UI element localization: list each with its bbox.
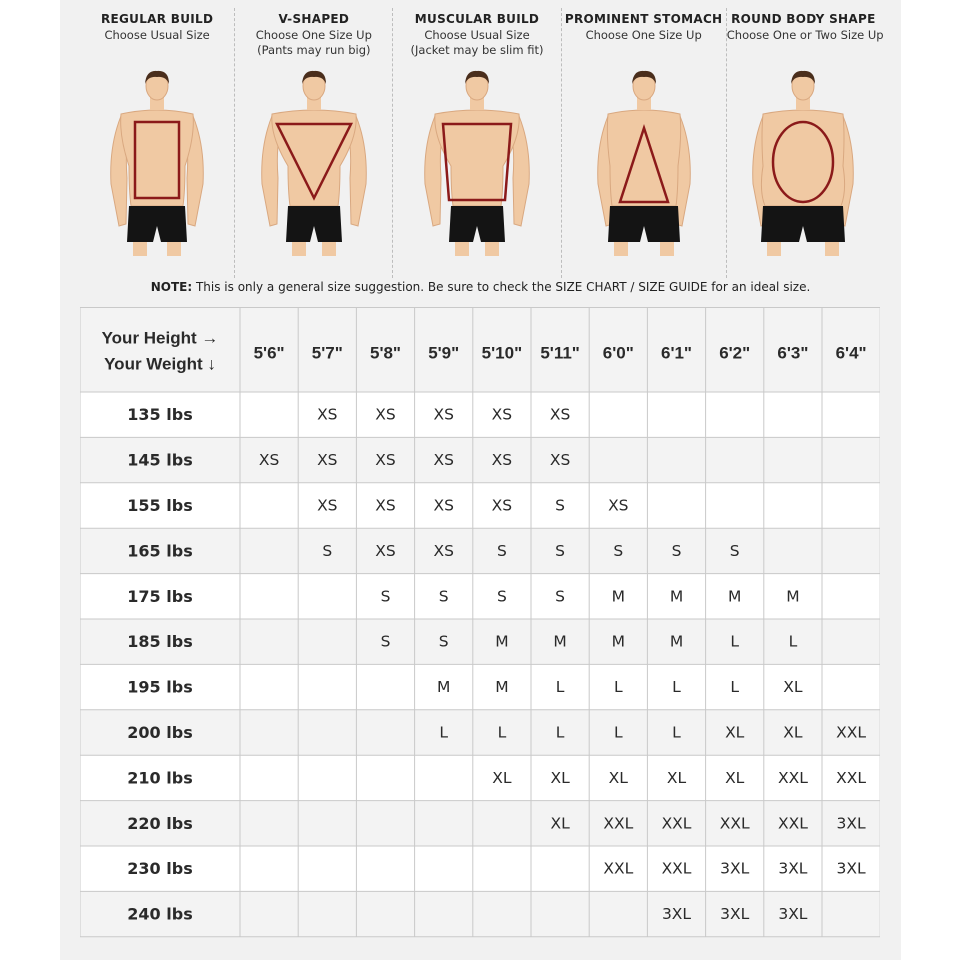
size-cell: XL — [666, 768, 687, 787]
size-cell: L — [613, 723, 623, 742]
body-figure-rectangle — [97, 66, 217, 256]
table-row — [80, 574, 880, 619]
size-cell: L — [730, 678, 740, 697]
size-cell: XL — [725, 768, 745, 787]
body-type-title: MUSCULAR BUILD — [414, 12, 540, 26]
size-cell: XS — [375, 496, 396, 515]
body-type-advice — [80, 28, 234, 43]
table-row — [80, 528, 880, 573]
size-cell: XL — [550, 814, 570, 833]
height-header: 6'2" — [719, 343, 751, 363]
size-cell: L — [439, 723, 449, 742]
table-row — [80, 483, 880, 528]
size-cell: S — [438, 587, 449, 606]
body-type-trapezoid — [393, 8, 561, 278]
size-cell: XXL — [836, 723, 867, 742]
size-cell: L — [730, 632, 740, 651]
size-cell: XL — [783, 723, 803, 742]
size-cell: M — [611, 632, 625, 651]
size-cell: XL — [550, 768, 570, 787]
size-cell: 3XL — [720, 859, 750, 878]
size-cell: XS — [608, 496, 629, 515]
body-type-advice-line: (Jacket may be slim fit) — [410, 43, 544, 57]
table-row — [80, 437, 880, 482]
size-cell: 3XL — [778, 859, 808, 878]
size-cell: M — [669, 632, 684, 651]
size-cell: XXL — [603, 859, 634, 878]
body-type-advice — [562, 28, 726, 43]
body-figure-inverted-triangle — [254, 66, 374, 256]
size-cell: XL — [608, 768, 628, 787]
size-cell: L — [555, 678, 565, 697]
size-cell: L — [555, 723, 565, 742]
body-type-advice-line: Choose Usual Size — [424, 28, 530, 42]
size-cell: XS — [375, 405, 396, 424]
size-cell: XS — [549, 451, 571, 470]
size-cell: L — [788, 632, 798, 651]
size-cell: XS — [491, 451, 513, 470]
height-header: 5'6" — [253, 343, 285, 363]
size-cell: S — [496, 587, 507, 606]
size-cell: 3XL — [778, 905, 808, 924]
height-header: 5'9" — [428, 343, 460, 363]
size-cell: L — [613, 678, 623, 697]
body-type-advice-line: Choose One Size Up — [585, 28, 702, 42]
body-type-title: REGULAR BUILD — [100, 12, 214, 26]
weight-row-label: 230 lbs — [127, 859, 193, 879]
height-header: 5'11" — [540, 343, 580, 363]
body-figure-triangle — [584, 66, 704, 256]
size-chart-table — [80, 307, 880, 941]
body-figure-trapezoid — [417, 66, 537, 256]
size-cell: S — [729, 541, 740, 560]
size-cell: M — [786, 587, 800, 606]
size-cell: M — [437, 678, 451, 697]
size-cell: 3XL — [661, 905, 692, 924]
size-cell: M — [669, 587, 684, 606]
table-row — [80, 801, 880, 846]
weight-row-label: 135 lbs — [127, 405, 193, 425]
body-type-advice-line: (Pants may run big) — [257, 43, 371, 57]
body-type-rectangle — [80, 8, 235, 278]
size-cell: XL — [783, 678, 803, 697]
size-cell: XXL — [836, 768, 867, 787]
size-cell: S — [322, 541, 333, 560]
size-cell: M — [728, 587, 742, 606]
weight-row-label: 220 lbs — [127, 813, 193, 833]
table-row — [80, 755, 880, 800]
weight-row-label: 145 lbs — [127, 450, 193, 470]
size-cell: S — [613, 541, 624, 560]
size-cell: XS — [258, 451, 280, 470]
size-cell: XS — [433, 451, 454, 470]
size-cell: XXL — [661, 859, 692, 878]
weight-row-label: 240 lbs — [127, 904, 193, 924]
size-cell: 3XL — [836, 814, 866, 833]
size-cell: XS — [375, 541, 396, 560]
body-type-advice — [726, 28, 884, 43]
body-type-oval — [726, 8, 884, 278]
note-text: This is only a general size suggestion. Be sure to check the SIZE CHART / SIZE GUIDE for an ideal size. — [192, 280, 811, 294]
size-cell: M — [553, 632, 567, 651]
body-type-inverted-triangle — [235, 8, 393, 278]
size-cell: S — [555, 587, 566, 606]
body-figure — [97, 66, 217, 260]
size-cell: S — [671, 541, 682, 560]
size-cell: XL — [725, 723, 745, 742]
body-figure — [743, 66, 863, 260]
body-type-triangle — [562, 8, 727, 278]
body-type-title: V-SHAPED — [278, 12, 350, 26]
size-guide-sheet — [60, 0, 901, 960]
size-cell: XS — [491, 496, 513, 515]
weight-row-label: 210 lbs — [127, 768, 193, 788]
size-cell: S — [438, 632, 449, 651]
body-type-advice-line: Choose Usual Size — [104, 28, 210, 42]
body-figure — [417, 66, 537, 260]
size-cell: XXL — [603, 814, 634, 833]
size-cell: M — [495, 632, 509, 651]
size-cell: XXL — [719, 814, 750, 833]
body-type-advice — [393, 28, 560, 58]
size-cell: 3XL — [720, 905, 750, 924]
body-figure — [584, 66, 704, 260]
weight-row-label: 175 lbs — [127, 586, 193, 606]
note-label: NOTE: — [150, 280, 193, 294]
size-cell: S — [380, 587, 391, 606]
size-cell: XS — [491, 405, 513, 424]
size-cell: 3XL — [836, 859, 866, 878]
table-header-row — [80, 307, 880, 392]
weight-row-label: 200 lbs — [127, 723, 193, 742]
table-row — [80, 619, 880, 664]
height-header: 6'0" — [602, 343, 634, 363]
weight-axis-label: Your Weight ↓ — [104, 354, 216, 374]
size-cell: XXL — [777, 814, 808, 833]
size-cell: XS — [317, 496, 338, 515]
size-cell: L — [672, 723, 681, 742]
body-type-advice — [235, 28, 392, 58]
body-figure — [254, 66, 374, 260]
size-cell: XS — [375, 451, 396, 470]
table-row — [80, 846, 880, 891]
size-cell: XS — [433, 496, 454, 515]
size-cell: S — [555, 496, 566, 515]
size-cell: S — [555, 541, 566, 560]
size-cell: XS — [317, 451, 338, 470]
size-cell: XS — [317, 405, 338, 424]
height-header: 5'10" — [481, 343, 523, 363]
height-header: 5'7" — [311, 343, 343, 363]
table-row — [80, 664, 880, 709]
size-cell: M — [611, 587, 625, 606]
body-type-advice-line: Choose One or Two Size Up — [726, 28, 884, 42]
weight-row-label: 185 lbs — [127, 632, 193, 652]
size-cell: S — [380, 632, 391, 651]
size-cell: XXL — [661, 814, 692, 833]
height-header: 6'4" — [835, 343, 867, 363]
height-header: 6'1" — [660, 343, 693, 363]
size-cell: XS — [549, 405, 571, 424]
height-header: 5'8" — [369, 343, 402, 363]
table-row — [80, 710, 880, 755]
size-note — [60, 280, 901, 294]
body-type-title: PROMINENT STOMACH — [564, 12, 723, 26]
size-cell: S — [496, 541, 507, 560]
table-row — [80, 891, 880, 936]
weight-row-label: 195 lbs — [127, 677, 193, 697]
table-row — [80, 392, 880, 437]
size-cell: M — [495, 678, 509, 697]
height-axis-label: Your Height → — [101, 328, 219, 348]
body-figure-oval — [743, 66, 863, 256]
height-header: 6'3" — [777, 343, 809, 363]
size-cell: XL — [492, 768, 512, 787]
weight-row-label: 155 lbs — [127, 496, 193, 515]
size-cell: L — [672, 678, 681, 697]
body-type-title: ROUND BODY SHAPE — [731, 12, 876, 26]
size-cell: L — [497, 723, 507, 742]
body-type-guide — [80, 8, 884, 278]
size-cell: XS — [433, 541, 454, 560]
body-type-advice-line: Choose One Size Up — [255, 28, 372, 42]
weight-row-label: 165 lbs — [127, 541, 193, 561]
size-cell: XS — [433, 405, 454, 424]
size-cell: XXL — [777, 768, 808, 787]
